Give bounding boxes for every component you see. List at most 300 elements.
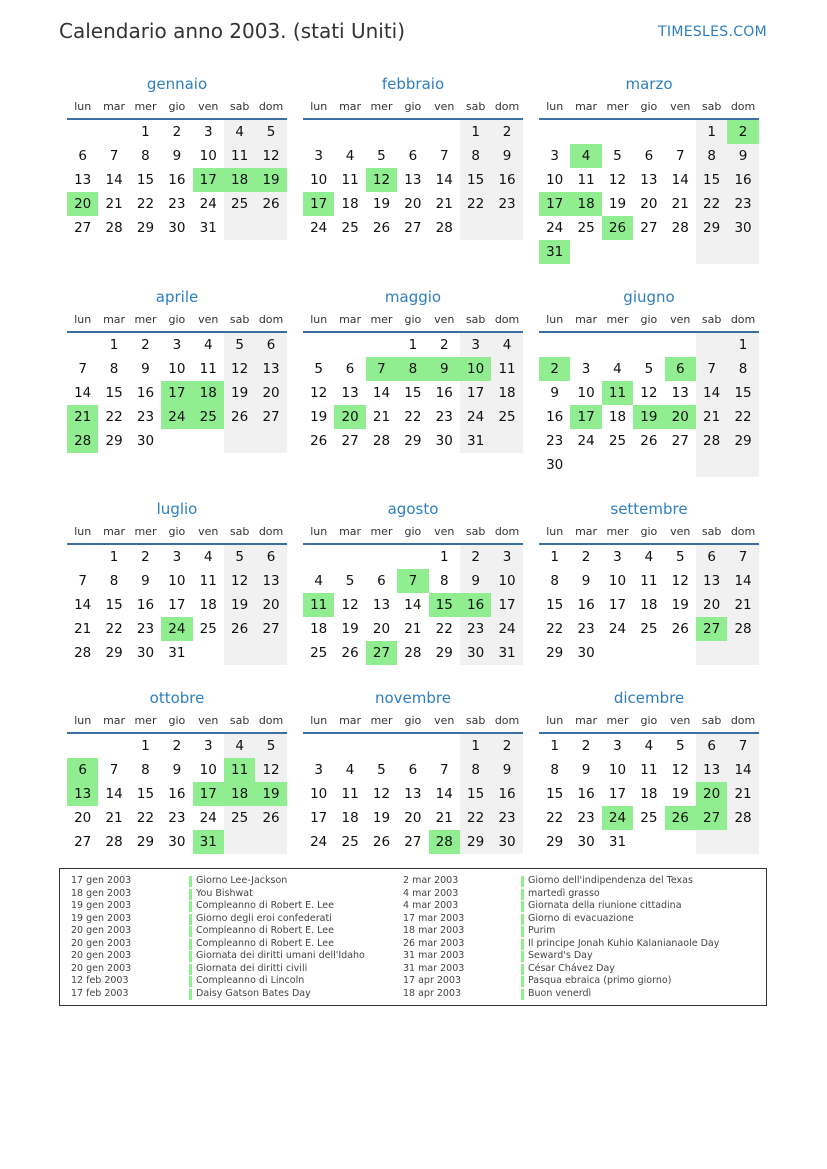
day-cell[interactable]: 13: [255, 357, 286, 381]
day-cell[interactable]: 26: [671, 621, 689, 637]
day-cell[interactable]: 22: [460, 806, 491, 830]
day-cell[interactable]: 6: [345, 361, 355, 377]
day-cell[interactable]: 7: [109, 762, 119, 778]
day-cell[interactable]: 22: [727, 405, 758, 429]
day-cell[interactable]: 13: [255, 569, 286, 593]
day-cell[interactable]: 11: [491, 357, 522, 381]
day-cell[interactable]: 31: [199, 220, 217, 236]
holiday-day-cell[interactable]: 7: [397, 569, 428, 593]
day-cell[interactable]: 25: [224, 192, 255, 216]
day-cell[interactable]: 29: [105, 645, 123, 661]
day-cell[interactable]: 10: [310, 172, 328, 188]
day-cell[interactable]: 26: [224, 405, 255, 429]
holiday-day-cell[interactable]: 24: [602, 806, 633, 830]
day-cell[interactable]: 2: [439, 337, 449, 353]
day-cell[interactable]: 25: [640, 810, 658, 826]
day-cell[interactable]: 7: [109, 148, 119, 164]
day-cell[interactable]: 7: [727, 545, 758, 569]
day-cell[interactable]: 9: [550, 385, 559, 401]
day-cell[interactable]: 5: [675, 738, 685, 754]
holiday-day-cell[interactable]: 18: [224, 782, 255, 806]
day-cell[interactable]: 19: [671, 597, 689, 613]
day-cell[interactable]: 27: [404, 220, 422, 236]
day-cell[interactable]: 14: [435, 786, 453, 802]
day-cell[interactable]: 2: [172, 738, 182, 754]
holiday-day-cell[interactable]: 31: [193, 830, 224, 854]
day-cell[interactable]: 27: [671, 433, 689, 449]
day-cell[interactable]: 19: [608, 196, 627, 212]
day-cell[interactable]: 28: [105, 834, 123, 850]
day-cell[interactable]: 25: [341, 834, 359, 850]
day-cell[interactable]: 4: [314, 573, 323, 589]
day-cell[interactable]: 22: [105, 409, 123, 425]
day-cell[interactable]: 16: [546, 409, 564, 425]
day-cell[interactable]: 5: [675, 549, 685, 565]
day-cell[interactable]: 22: [404, 409, 422, 425]
day-cell[interactable]: 9: [141, 573, 150, 589]
day-cell[interactable]: 20: [696, 593, 727, 617]
day-cell[interactable]: 24: [310, 834, 328, 850]
day-cell[interactable]: 10: [199, 148, 217, 164]
holiday-day-cell[interactable]: 2: [727, 120, 758, 144]
day-cell[interactable]: 8: [550, 573, 559, 589]
holiday-day-cell[interactable]: 6: [665, 357, 696, 381]
holiday-day-cell[interactable]: 15: [429, 593, 460, 617]
day-cell[interactable]: 25: [491, 405, 522, 429]
day-cell[interactable]: 5: [314, 361, 323, 377]
day-cell[interactable]: 12: [640, 385, 658, 401]
day-cell[interactable]: 5: [613, 148, 622, 164]
day-cell[interactable]: 26: [310, 433, 328, 449]
holiday-day-cell[interactable]: 27: [696, 617, 727, 641]
day-cell[interactable]: 25: [310, 645, 328, 661]
day-cell[interactable]: 12: [310, 385, 328, 401]
day-cell[interactable]: 7: [439, 148, 449, 164]
day-cell[interactable]: 8: [460, 758, 491, 782]
day-cell[interactable]: 11: [199, 573, 217, 589]
day-cell[interactable]: 16: [577, 597, 595, 613]
day-cell[interactable]: 1: [460, 734, 491, 758]
day-cell[interactable]: 11: [640, 573, 658, 589]
day-cell[interactable]: 29: [546, 645, 564, 661]
day-cell[interactable]: 26: [224, 617, 255, 641]
day-cell[interactable]: 19: [310, 409, 328, 425]
day-cell[interactable]: 23: [136, 409, 155, 425]
day-cell[interactable]: 22: [546, 810, 564, 826]
day-cell[interactable]: 17: [460, 381, 491, 405]
day-cell[interactable]: 12: [255, 758, 286, 782]
day-cell[interactable]: 27: [404, 834, 422, 850]
holiday-day-cell[interactable]: 9: [429, 357, 460, 381]
day-cell[interactable]: 7: [675, 148, 685, 164]
day-cell[interactable]: 28: [727, 806, 758, 830]
holiday-day-cell[interactable]: 20: [696, 782, 727, 806]
day-cell[interactable]: 22: [136, 196, 155, 212]
day-cell[interactable]: 13: [404, 172, 422, 188]
day-cell[interactable]: 13: [341, 385, 359, 401]
day-cell[interactable]: 22: [435, 621, 453, 637]
day-cell[interactable]: 25: [224, 806, 255, 830]
holiday-day-cell[interactable]: 28: [429, 830, 460, 854]
day-cell[interactable]: 15: [546, 597, 564, 613]
day-cell[interactable]: 21: [727, 593, 758, 617]
day-cell[interactable]: 23: [460, 617, 491, 641]
day-cell[interactable]: 7: [78, 573, 87, 589]
day-cell[interactable]: 27: [74, 220, 92, 236]
holiday-day-cell[interactable]: 17: [193, 168, 224, 192]
day-cell[interactable]: 14: [372, 385, 391, 401]
day-cell[interactable]: 24: [491, 617, 522, 641]
day-cell[interactable]: 8: [141, 148, 150, 164]
day-cell[interactable]: 30: [491, 830, 522, 854]
day-cell[interactable]: 30: [136, 645, 155, 661]
day-cell[interactable]: 15: [105, 597, 123, 613]
day-cell[interactable]: 9: [460, 569, 491, 593]
day-cell[interactable]: 13: [372, 597, 391, 613]
day-cell[interactable]: 30: [168, 220, 186, 236]
day-cell[interactable]: 29: [105, 433, 123, 449]
day-cell[interactable]: 3: [314, 148, 323, 164]
day-cell[interactable]: 1: [109, 549, 119, 565]
day-cell[interactable]: 14: [671, 172, 689, 188]
day-cell[interactable]: 3: [613, 549, 622, 565]
day-cell[interactable]: 15: [136, 786, 155, 802]
day-cell[interactable]: 26: [341, 645, 359, 661]
day-cell[interactable]: 17: [491, 593, 522, 617]
day-cell[interactable]: 6: [644, 148, 654, 164]
day-cell[interactable]: 6: [408, 762, 418, 778]
day-cell[interactable]: 12: [224, 357, 255, 381]
day-cell[interactable]: 16: [491, 168, 522, 192]
day-cell[interactable]: 11: [199, 361, 217, 377]
day-cell[interactable]: 29: [404, 433, 422, 449]
day-cell[interactable]: 30: [460, 641, 491, 665]
day-cell[interactable]: 12: [341, 597, 359, 613]
holiday-day-cell[interactable]: 18: [193, 381, 224, 405]
holiday-day-cell[interactable]: 26: [665, 806, 696, 830]
day-cell[interactable]: 5: [255, 734, 286, 758]
holiday-day-cell[interactable]: 18: [224, 168, 255, 192]
day-cell[interactable]: 10: [546, 172, 564, 188]
day-cell[interactable]: 27: [74, 834, 92, 850]
day-cell[interactable]: 27: [341, 433, 359, 449]
day-cell[interactable]: 8: [460, 144, 491, 168]
day-cell[interactable]: 17: [310, 810, 328, 826]
day-cell[interactable]: 15: [105, 385, 123, 401]
day-cell[interactable]: 20: [255, 381, 286, 405]
day-cell[interactable]: 27: [640, 220, 658, 236]
day-cell[interactable]: 27: [255, 617, 286, 641]
holiday-day-cell[interactable]: 31: [539, 240, 570, 264]
day-cell[interactable]: 3: [550, 148, 559, 164]
day-cell[interactable]: 30: [577, 645, 595, 661]
day-cell[interactable]: 14: [74, 385, 92, 401]
holiday-day-cell[interactable]: 27: [696, 806, 727, 830]
day-cell[interactable]: 24: [199, 810, 217, 826]
day-cell[interactable]: 2: [172, 124, 182, 140]
holiday-day-cell[interactable]: 19: [633, 405, 664, 429]
day-cell[interactable]: 29: [696, 216, 727, 240]
day-cell[interactable]: 21: [435, 810, 453, 826]
day-cell[interactable]: 10: [608, 762, 627, 778]
day-cell[interactable]: 4: [224, 120, 255, 144]
day-cell[interactable]: 18: [608, 409, 627, 425]
day-cell[interactable]: 12: [255, 144, 286, 168]
day-cell[interactable]: 8: [109, 361, 119, 377]
day-cell[interactable]: 20: [372, 621, 391, 637]
day-cell[interactable]: 15: [460, 782, 491, 806]
day-cell[interactable]: 1: [141, 738, 150, 754]
day-cell[interactable]: 23: [491, 806, 522, 830]
day-cell[interactable]: 12: [372, 786, 391, 802]
day-cell[interactable]: 20: [255, 593, 286, 617]
holiday-day-cell[interactable]: 28: [67, 429, 98, 453]
holiday-day-cell[interactable]: 17: [303, 192, 334, 216]
day-cell[interactable]: 14: [404, 597, 422, 613]
day-cell[interactable]: 11: [577, 172, 595, 188]
day-cell[interactable]: 10: [199, 762, 217, 778]
day-cell[interactable]: 15: [404, 385, 422, 401]
day-cell[interactable]: 5: [644, 361, 654, 377]
day-cell[interactable]: 4: [224, 734, 255, 758]
day-cell[interactable]: 1: [696, 120, 727, 144]
day-cell[interactable]: 11: [341, 172, 359, 188]
holiday-day-cell[interactable]: 17: [161, 381, 192, 405]
day-cell[interactable]: 2: [581, 549, 591, 565]
day-cell[interactable]: 9: [141, 361, 150, 377]
day-cell[interactable]: 10: [168, 361, 186, 377]
day-cell[interactable]: 21: [404, 621, 422, 637]
day-cell[interactable]: 4: [613, 361, 622, 377]
day-cell[interactable]: 1: [141, 124, 150, 140]
day-cell[interactable]: 30: [435, 433, 453, 449]
day-cell[interactable]: 30: [168, 834, 186, 850]
day-cell[interactable]: 2: [491, 734, 522, 758]
day-cell[interactable]: 4: [345, 148, 355, 164]
day-cell[interactable]: 30: [136, 433, 155, 449]
day-cell[interactable]: 2: [141, 549, 150, 565]
day-cell[interactable]: 6: [78, 148, 87, 164]
day-cell[interactable]: 7: [78, 361, 87, 377]
day-cell[interactable]: 1: [439, 549, 449, 565]
day-cell[interactable]: 4: [203, 549, 213, 565]
day-cell[interactable]: 12: [224, 569, 255, 593]
holiday-day-cell[interactable]: 24: [161, 617, 192, 641]
day-cell[interactable]: 17: [168, 597, 186, 613]
day-cell[interactable]: 23: [168, 196, 186, 212]
day-cell[interactable]: 3: [314, 762, 323, 778]
day-cell[interactable]: 9: [581, 762, 591, 778]
day-cell[interactable]: 19: [341, 621, 359, 637]
day-cell[interactable]: 1: [109, 337, 119, 353]
day-cell[interactable]: 11: [224, 144, 255, 168]
day-cell[interactable]: 20: [640, 196, 658, 212]
day-cell[interactable]: 6: [696, 734, 727, 758]
holiday-day-cell[interactable]: 16: [460, 593, 491, 617]
day-cell[interactable]: 4: [644, 738, 654, 754]
day-cell[interactable]: 28: [105, 220, 123, 236]
day-cell[interactable]: 5: [377, 148, 386, 164]
day-cell[interactable]: 16: [168, 172, 186, 188]
day-cell[interactable]: 11: [640, 762, 658, 778]
day-cell[interactable]: 19: [671, 786, 689, 802]
day-cell[interactable]: 17: [608, 786, 627, 802]
holiday-day-cell[interactable]: 10: [460, 357, 491, 381]
day-cell[interactable]: 18: [640, 597, 658, 613]
day-cell[interactable]: 6: [255, 545, 286, 569]
day-cell[interactable]: 21: [74, 621, 92, 637]
day-cell[interactable]: 29: [546, 834, 564, 850]
holiday-day-cell[interactable]: 13: [67, 782, 98, 806]
day-cell[interactable]: 23: [168, 810, 186, 826]
day-cell[interactable]: 11: [341, 786, 359, 802]
day-cell[interactable]: 12: [671, 573, 689, 589]
day-cell[interactable]: 26: [372, 834, 391, 850]
day-cell[interactable]: 31: [460, 429, 491, 453]
day-cell[interactable]: 16: [136, 597, 155, 613]
holiday-day-cell[interactable]: 18: [570, 192, 601, 216]
day-cell[interactable]: 28: [696, 429, 727, 453]
holiday-day-cell[interactable]: 17: [570, 405, 601, 429]
holiday-day-cell[interactable]: 20: [334, 405, 365, 429]
day-cell[interactable]: 1: [550, 738, 559, 754]
day-cell[interactable]: 23: [136, 621, 155, 637]
day-cell[interactable]: 4: [491, 333, 522, 357]
day-cell[interactable]: 12: [671, 762, 689, 778]
day-cell[interactable]: 12: [608, 172, 627, 188]
holiday-day-cell[interactable]: 11: [224, 758, 255, 782]
day-cell[interactable]: 21: [435, 196, 453, 212]
day-cell[interactable]: 10: [608, 573, 627, 589]
day-cell[interactable]: 18: [199, 597, 217, 613]
day-cell[interactable]: 7: [696, 357, 727, 381]
day-cell[interactable]: 24: [199, 196, 217, 212]
holiday-day-cell[interactable]: 24: [161, 405, 192, 429]
day-cell[interactable]: 30: [546, 457, 564, 473]
day-cell[interactable]: 18: [310, 621, 328, 637]
site-logo[interactable]: TIMESLES.COM: [658, 24, 767, 40]
day-cell[interactable]: 21: [696, 405, 727, 429]
day-cell[interactable]: 26: [372, 220, 391, 236]
day-cell[interactable]: 3: [172, 337, 182, 353]
holiday-day-cell[interactable]: 11: [303, 593, 334, 617]
day-cell[interactable]: 28: [74, 645, 92, 661]
day-cell[interactable]: 1: [460, 120, 491, 144]
day-cell[interactable]: 23: [727, 192, 758, 216]
day-cell[interactable]: 8: [696, 144, 727, 168]
day-cell[interactable]: 26: [255, 806, 286, 830]
day-cell[interactable]: 22: [105, 621, 123, 637]
day-cell[interactable]: 23: [491, 192, 522, 216]
holiday-day-cell[interactable]: 2: [539, 357, 570, 381]
day-cell[interactable]: 21: [105, 196, 123, 212]
day-cell[interactable]: 19: [372, 196, 391, 212]
day-cell[interactable]: 25: [199, 621, 217, 637]
day-cell[interactable]: 5: [224, 545, 255, 569]
day-cell[interactable]: 16: [168, 786, 186, 802]
day-cell[interactable]: 13: [696, 758, 727, 782]
day-cell[interactable]: 9: [581, 573, 591, 589]
day-cell[interactable]: 24: [546, 220, 564, 236]
day-cell[interactable]: 3: [581, 361, 591, 377]
day-cell[interactable]: 15: [546, 786, 564, 802]
day-cell[interactable]: 3: [460, 333, 491, 357]
day-cell[interactable]: 25: [608, 433, 627, 449]
day-cell[interactable]: 25: [577, 220, 595, 236]
day-cell[interactable]: 10: [577, 385, 595, 401]
day-cell[interactable]: 21: [372, 409, 391, 425]
day-cell[interactable]: 25: [640, 621, 658, 637]
day-cell[interactable]: 13: [671, 385, 689, 401]
holiday-day-cell[interactable]: 25: [193, 405, 224, 429]
day-cell[interactable]: 23: [577, 621, 595, 637]
day-cell[interactable]: 29: [435, 645, 453, 661]
day-cell[interactable]: 16: [727, 168, 758, 192]
day-cell[interactable]: 31: [491, 641, 522, 665]
day-cell[interactable]: 6: [408, 148, 418, 164]
day-cell[interactable]: 21: [105, 810, 123, 826]
day-cell[interactable]: 20: [74, 810, 92, 826]
day-cell[interactable]: 23: [435, 409, 453, 425]
day-cell[interactable]: 6: [255, 333, 286, 357]
day-cell[interactable]: 31: [608, 834, 627, 850]
day-cell[interactable]: 5: [345, 573, 355, 589]
day-cell[interactable]: 6: [696, 545, 727, 569]
day-cell[interactable]: 28: [435, 220, 453, 236]
day-cell[interactable]: 20: [404, 810, 422, 826]
holiday-day-cell[interactable]: 6: [67, 758, 98, 782]
day-cell[interactable]: 27: [255, 405, 286, 429]
day-cell[interactable]: 29: [136, 220, 155, 236]
day-cell[interactable]: 26: [640, 433, 658, 449]
day-cell[interactable]: 21: [727, 782, 758, 806]
day-cell[interactable]: 25: [341, 220, 359, 236]
day-cell[interactable]: 14: [727, 758, 758, 782]
day-cell[interactable]: 9: [172, 148, 182, 164]
day-cell[interactable]: 15: [460, 168, 491, 192]
day-cell[interactable]: 18: [491, 381, 522, 405]
day-cell[interactable]: 13: [640, 172, 658, 188]
day-cell[interactable]: 15: [727, 381, 758, 405]
day-cell[interactable]: 8: [727, 357, 758, 381]
day-cell[interactable]: 3: [172, 549, 182, 565]
day-cell[interactable]: 3: [203, 124, 213, 140]
day-cell[interactable]: 18: [640, 786, 658, 802]
day-cell[interactable]: 16: [577, 786, 595, 802]
holiday-day-cell[interactable]: 26: [602, 216, 633, 240]
day-cell[interactable]: 14: [727, 569, 758, 593]
day-cell[interactable]: 14: [74, 597, 92, 613]
day-cell[interactable]: 5: [255, 120, 286, 144]
day-cell[interactable]: 2: [141, 337, 150, 353]
day-cell[interactable]: 4: [203, 337, 213, 353]
day-cell[interactable]: 29: [136, 834, 155, 850]
day-cell[interactable]: 2: [491, 120, 522, 144]
holiday-day-cell[interactable]: 17: [539, 192, 570, 216]
day-cell[interactable]: 7: [727, 734, 758, 758]
day-cell[interactable]: 22: [136, 810, 155, 826]
day-cell[interactable]: 22: [460, 192, 491, 216]
day-cell[interactable]: 8: [141, 762, 150, 778]
day-cell[interactable]: 5: [377, 762, 386, 778]
day-cell[interactable]: 22: [546, 621, 564, 637]
day-cell[interactable]: 26: [255, 192, 286, 216]
day-cell[interactable]: 24: [310, 220, 328, 236]
day-cell[interactable]: 23: [577, 810, 595, 826]
holiday-day-cell[interactable]: 20: [67, 192, 98, 216]
day-cell[interactable]: 24: [608, 621, 627, 637]
holiday-day-cell[interactable]: 4: [570, 144, 601, 168]
